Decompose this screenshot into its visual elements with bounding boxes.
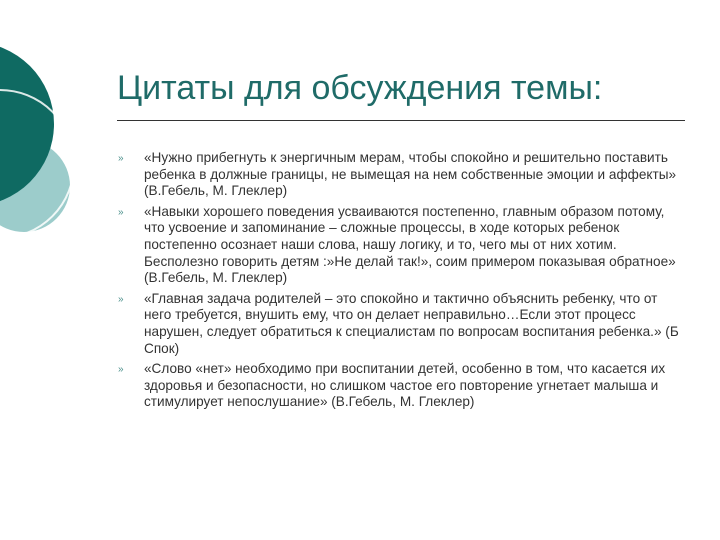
decorative-circles <box>0 0 120 300</box>
quote-item <box>118 150 688 200</box>
slide-title: Цитаты для обсуждения темы: <box>117 69 603 107</box>
quote-text: «Главная задача родителей – это спокойно и тактично объяснить ребенку, что от него требуется, внушить ему, что он делает неправильно…Если этот процесс нарушен, следует обратиться к специалистам по вопросам воспитания ребенка.» (Б Спок) <box>144 290 679 356</box>
quote-list <box>118 150 688 415</box>
quote-text: «Нужно прибегнуть к энергичным мерам, чтобы спокойно и решительно поставить ребенка в должные границы, не вымещая на нем собственные эмоции и аффекты» (В.Гебель, М. Глеклер) <box>144 150 677 199</box>
quote-text: «Слово «нет» необходимо при воспитании детей, особенно в том, что касается их здоровья и безопасности, но слишком частое его повторение угнетает малыша и стимулирует непослушание» (В.Гебель, М. Глеклер) <box>144 361 666 410</box>
bullet-arrow-icon: » <box>118 293 124 305</box>
quote-item <box>118 204 688 287</box>
bullet-arrow-icon: » <box>118 364 124 376</box>
quote-item <box>118 291 688 357</box>
quote-item <box>118 361 688 411</box>
bullet-arrow-icon: » <box>118 206 124 218</box>
bullet-arrow-icon: » <box>118 153 124 164</box>
quote-text: «Навыки хорошего поведения усваиваются постепенно, главным образом потому, что усвоение и запоминание – сложные процессы, в ходе которых ребенок постепенно осознает наши слова, нашу логику, и то, чего мы от них хотим. Бесполезно говорить детям :»Не делай так!», соим примером показывая обратное» (В.Гебель, М. Глеклер) <box>144 203 676 286</box>
title-divider <box>117 120 685 121</box>
